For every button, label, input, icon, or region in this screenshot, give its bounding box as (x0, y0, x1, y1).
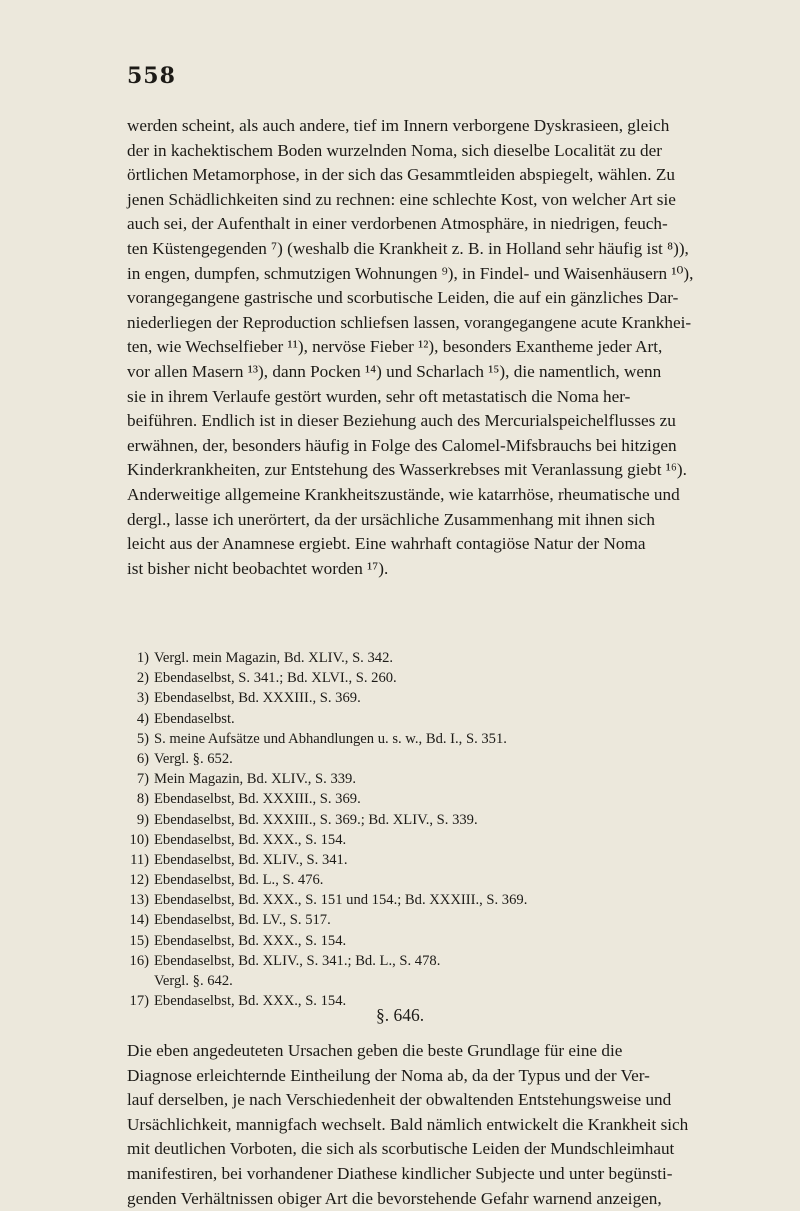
footnote-text: Ebendaselbst, Bd. XXX., S. 151 und 154.; Bd. XXXIII., S. 369. (154, 892, 528, 909)
footnote (127, 890, 687, 910)
footnote-number: 7) (136, 771, 149, 788)
footnote-number: 2) (136, 670, 149, 687)
footnote-text: Ebendaselbst, S. 341.; Bd. XLVI., S. 260. (154, 670, 397, 687)
footnote (127, 951, 687, 971)
footnote-number: 3) (136, 690, 149, 707)
footnote-number: 16) (129, 952, 149, 969)
text-line: ist bisher nicht beobachtet worden ¹⁷). (127, 558, 389, 578)
footnote-number: 6) (136, 750, 149, 767)
text-line: leicht aus der Anamnese ergiebt. Eine wahrhaft contagiöse Natur der Noma (127, 534, 646, 554)
text-line: genden Verhältnissen obiger Art die bevorstehende Gefahr warnend anzeigen, (127, 1188, 662, 1208)
footnote (127, 709, 687, 729)
footnote (127, 830, 687, 850)
footnote (127, 749, 687, 769)
footnote (127, 769, 687, 789)
text-line: ten Küstengegenden ⁷) (weshalb die Krankheit z. B. in Holland sehr häufig ist ⁸)), (127, 238, 689, 258)
footnote-number: 5) (136, 730, 149, 747)
footnote-text: Ebendaselbst, Bd. XXXIII., S. 369. (154, 690, 361, 707)
text-line: manifestiren, bei vorhandener Diathese kindlicher Subjecte und unter begünsti- (127, 1163, 673, 1183)
footnote-text: S. meine Aufsätze und Abhandlungen u. s. w., Bd. I., S. 351. (154, 730, 507, 747)
footnote-text: Vergl. §. 652. (154, 750, 233, 767)
text-line: auch sei, der Aufenthalt in einer verdorbenen Atmosphäre, in niedrigen, feuch- (127, 214, 668, 234)
footnote-text: Ebendaselbst, Bd. XLIV., S. 341.; Bd. L., S. 478. (154, 952, 441, 969)
text-line: ten, wie Wechselfieber ¹¹), nervöse Fieber ¹²), besonders Exantheme jeder Art, (127, 337, 663, 357)
text-line: Anderweitige allgemeine Krankheitszustände, wie katarrhöse, rheumatische und (127, 484, 680, 504)
text-line: beiführen. Endlich ist in dieser Beziehung auch des Mercurialspeichelflusses zu (127, 411, 676, 431)
footnote-number: 9) (136, 811, 149, 828)
footnote-number: 10) (129, 831, 149, 848)
footnote-text: Ebendaselbst, Bd. XXXIII., S. 369.; Bd. XLIV., S. 339. (154, 811, 478, 828)
text-line: niederliegen der Reproduction schliefsen lassen, vorangegangene acute Krankhei- (127, 312, 692, 332)
footnote-text: Vergl. mein Magazin, Bd. XLIV., S. 342. (154, 650, 394, 666)
text-line: in engen, dumpfen, schmutzigen Wohnungen ⁹), in Findel- und Waisenhäusern ¹⁰), (127, 263, 694, 283)
footnote-text: Ebendaselbst, Bd. XXX., S. 154. (154, 932, 347, 949)
footnote-number: 11) (130, 851, 149, 868)
footnotes (127, 648, 687, 1011)
footnote (127, 931, 687, 951)
footnote (127, 729, 687, 749)
text-line: jenen Schädlichkeiten sind zu rechnen: eine schlechte Kost, von welcher Art sie (127, 189, 676, 209)
text-line: Diagnose erleichternde Eintheilung der Noma ab, da der Typus und der Ver- (127, 1065, 650, 1085)
footnote-text: Ebendaselbst, Bd. XXX., S. 154. (154, 831, 347, 848)
footnote (127, 668, 687, 688)
footnote-number: 4) (136, 710, 149, 727)
footnote (127, 870, 687, 890)
text-line: örtlichen Metamorphose, in der sich das Gesammtleiden abspiegelt, wählen. Zu (127, 165, 675, 185)
footnote (127, 910, 687, 930)
footnote-number: 14) (129, 912, 149, 929)
text-line: Kinderkrankheiten, zur Entstehung des Wasserkrebses mit Veranlassung giebt ¹⁶). (127, 460, 687, 480)
footnote (127, 810, 687, 830)
footnote-text: Ebendaselbst, Bd. XLIV., S. 341. (154, 851, 348, 868)
text-line: mit deutlichen Vorboten, die sich als scorbutische Leiden der Mundschleimhaut (127, 1139, 675, 1159)
footnote-number: 8) (136, 791, 149, 808)
text-line: lauf derselben, je nach Verschiedenheit der obwaltenden Entstehungsweise und (127, 1090, 672, 1110)
footnote (127, 789, 687, 809)
text-line: werden scheint, als auch andere, tief im Innern verborgene Dyskrasieen, gleich (127, 116, 670, 135)
footnote-text: Mein Magazin, Bd. XLIV., S. 339. (154, 771, 357, 788)
main-text (127, 114, 694, 581)
text-line: Ursächlichkeit, mannigfach wechselt. Bald nämlich entwickelt die Krankheit sich (127, 1114, 689, 1134)
footnote-text: Ebendaselbst, Bd. XXX., S. 154. (154, 993, 347, 1010)
section-text (127, 1039, 687, 1211)
text-line: Die eben angedeuteten Ursachen geben die beste Grundlage für eine die (127, 1041, 623, 1060)
footnote-number: 15) (129, 932, 149, 949)
footnote-text: Ebendaselbst. (154, 710, 235, 727)
footnote-text: Ebendaselbst, Bd. L., S. 476. (154, 872, 324, 889)
page-number: 558 (127, 63, 176, 89)
footnote-number: 12) (129, 872, 149, 889)
text-line: vor allen Masern ¹³), dann Pocken ¹⁴) und Scharlach ¹⁵), die namentlich, wenn (127, 361, 662, 381)
footnote (127, 850, 687, 870)
text-line: sie in ihrem Verlaufe gestört wurden, sehr oft metastatisch die Noma her- (127, 386, 631, 406)
footnote-continuation (127, 971, 687, 991)
text-line: dergl., lasse ich unerörtert, da der ursächliche Zusammenhang mit ihnen sich (127, 509, 656, 529)
footnote (127, 648, 687, 668)
text-line: der in kachektischem Boden wurzelnden Noma, sich dieselbe Localität zu der (127, 140, 663, 160)
footnote-text: Vergl. §. 642. (154, 973, 233, 989)
footnote-text: Ebendaselbst, Bd. LV., S. 517. (154, 912, 331, 929)
footnote-number: 1) (136, 650, 149, 666)
footnote (127, 688, 687, 708)
text-line: erwähnen, der, besonders häufig in Folge des Calomel-Mifsbrauchs bei hitzigen (127, 435, 677, 455)
footnote-number: 13) (129, 892, 149, 909)
footnote-text: Ebendaselbst, Bd. XXXIII., S. 369. (154, 791, 361, 808)
text-line: vorangegangene gastrische und scorbutische Leiden, die auf ein gänzliches Dar- (127, 288, 679, 308)
footnote-number: 17) (129, 993, 149, 1010)
section-heading: §. 646. (375, 1005, 425, 1025)
